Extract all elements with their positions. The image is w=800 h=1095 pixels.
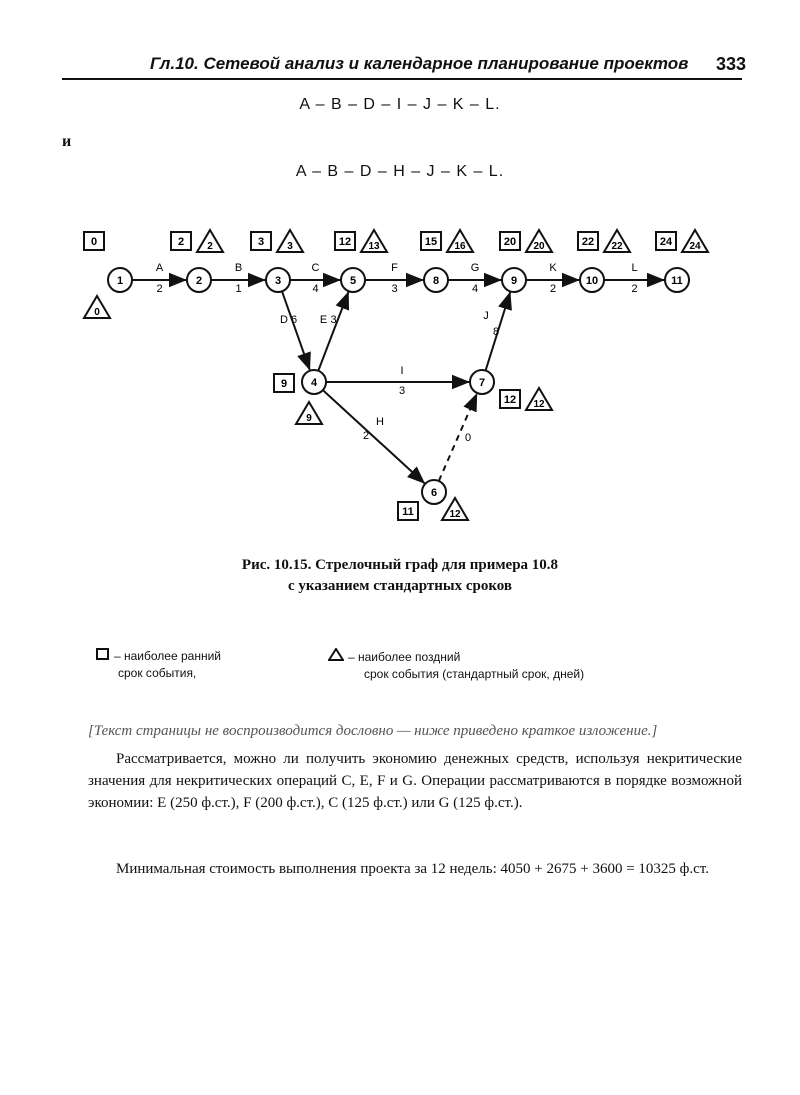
late-time-11: 24 (689, 241, 701, 252)
event-node-label-7: 7 (478, 377, 486, 389)
activity-arrow-H (323, 390, 425, 484)
activity-duration-E: 3 (330, 314, 337, 326)
early-time-5: 12 (338, 236, 352, 248)
late-time-7: 12 (533, 399, 545, 410)
body-summary-paragraph-1: Рассматривается, можно ли получить экономию денежных средств, используя некритические значения для некритических операций C, E, F и G. Операции рассматриваются в порядке возможной экономии: E (250 ф.ст.), F (200 ф.ст.), C (125 ф.ст.) или G (125 ф.ст.). (88, 751, 742, 811)
late-time-4: 9 (306, 413, 312, 424)
activity-name-A: A (155, 262, 164, 274)
header-rule (62, 78, 742, 80)
legend-late (328, 648, 584, 683)
legend-early (96, 648, 221, 682)
early-time-10: 22 (581, 236, 595, 248)
event-node-label-2: 2 (195, 275, 203, 287)
late-time-2: 2 (207, 241, 213, 252)
activity-duration-F: 3 (391, 283, 398, 295)
network-diagram (0, 200, 800, 545)
event-node-label-4: 4 (310, 377, 318, 389)
figure-caption-line1: Рис. 10.15. Стрелочный граф для примера 10.8 (241, 557, 559, 573)
activity-duration-C: 4 (312, 283, 319, 295)
activity-duration-K: 2 (549, 283, 557, 295)
activity-name-F: F (391, 262, 398, 274)
early-time-9: 20 (503, 236, 517, 248)
activity-duration-L: 2 (631, 283, 638, 295)
activity-name-I: I (400, 365, 404, 377)
legend-early-line1: – наиболее ранний (114, 649, 221, 663)
early-time-11: 24 (659, 236, 673, 248)
early-time-8: 15 (424, 236, 438, 248)
late-time-5: 13 (368, 241, 380, 252)
event-node-label-6: 6 (430, 487, 438, 499)
activity-duration-G: 4 (471, 283, 479, 295)
activity-duration-D: 6 (290, 314, 298, 326)
late-time-6: 12 (449, 509, 461, 520)
activity-duration-I: 3 (398, 385, 406, 397)
critical-path-1: A – B – D – I – J – K – L. (299, 96, 501, 113)
event-node-label-5: 5 (349, 275, 357, 287)
early-time-6: 11 (402, 506, 414, 518)
body-summary-note: [Текст страницы не воспроизводится дословно — ниже приведено краткое изложение.] (88, 723, 658, 739)
late-time-3: 3 (287, 241, 293, 252)
event-node-label-11: 11 (671, 275, 683, 287)
activity-name-B: B (234, 262, 243, 274)
activity-name-D: D (280, 314, 288, 326)
legend-late-line2: срок события (стандартный срок, дней) (364, 667, 585, 681)
dummy-activity-arrow (439, 393, 477, 481)
page-number: 333 (716, 54, 747, 74)
event-node-label-9: 9 (510, 275, 518, 287)
late-time-10: 22 (611, 241, 623, 252)
activity-arrow-E (318, 291, 348, 371)
event-node-label-10: 10 (585, 275, 599, 287)
event-node-label-8: 8 (432, 275, 440, 287)
activity-duration-B: 1 (235, 283, 242, 295)
square-icon (96, 648, 110, 665)
event-node-label-1: 1 (116, 275, 124, 287)
activity-arrow-D (282, 291, 310, 370)
figure-caption-line2: с указанием стандартных сроков (288, 578, 512, 594)
legend-early-line2: срок события, (118, 666, 197, 680)
triangle-icon (328, 648, 344, 666)
running-header-title: Гл.10. Сетевой анализ и календарное планирование проектов (150, 54, 689, 73)
early-time-3: 3 (257, 236, 265, 248)
conjunction-and: и (62, 133, 72, 150)
late-time-8: 16 (454, 241, 466, 252)
activity-duration-J: 8 (492, 326, 500, 338)
critical-path-2: A – B – D – H – J – K – L. (295, 163, 505, 180)
early-time-7: 12 (503, 394, 517, 406)
legend-late-line1: – наиболее поздний (348, 650, 461, 664)
activity-name-J: J (483, 310, 489, 322)
activity-name-G: G (470, 262, 480, 274)
activity-duration-A: 2 (156, 283, 163, 295)
early-time-4: 9 (280, 378, 288, 390)
late-time-1: 0 (94, 307, 100, 318)
late-time-9: 20 (533, 241, 545, 252)
activity-name-K: K (549, 262, 557, 274)
early-time-1: 0 (90, 236, 98, 248)
activity-name-E: E (319, 314, 328, 326)
activity-name-C: C (311, 262, 320, 274)
activity-name-H: H (376, 416, 384, 428)
activity-duration-H: 2 (362, 430, 370, 442)
body-summary-paragraph-2: Минимальная стоимость выполнения проекта за 12 недель: 4050 + 2675 + 3600 = 10325 ф.ст. (116, 861, 709, 877)
dummy-activity-duration: 0 (464, 432, 472, 444)
activity-name-L: L (631, 262, 638, 274)
early-time-2: 2 (177, 236, 185, 248)
event-node-label-3: 3 (274, 275, 282, 287)
